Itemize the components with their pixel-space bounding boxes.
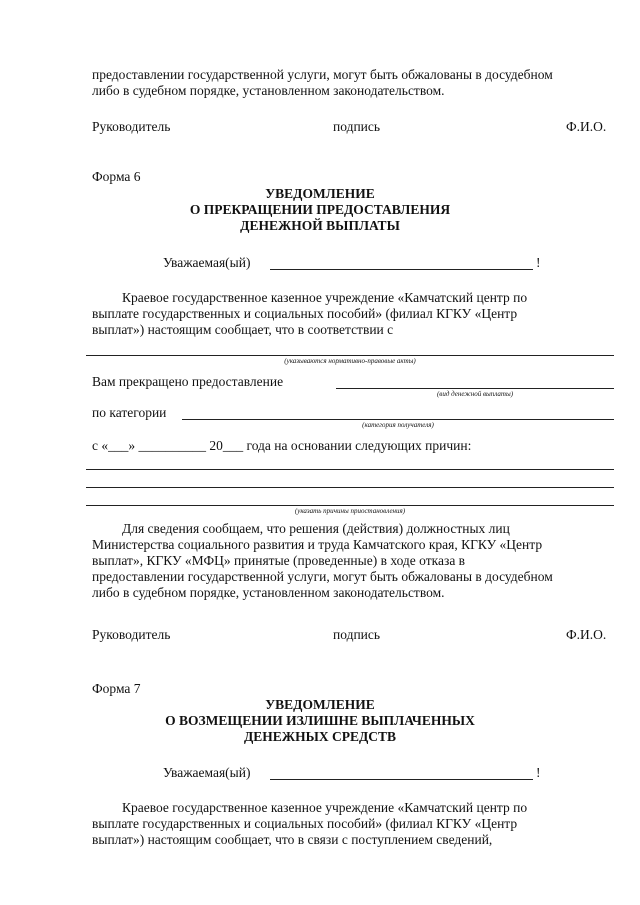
paragraph-line: Краевое государственное казенное учреждение «Камчатский центр по	[122, 290, 528, 305]
paragraph-line: выплате государственных и социальных пособий» (филиал КГКУ «Центр	[92, 816, 518, 831]
form-title-line: О ПРЕКРАЩЕНИИ ПРЕДОСТАВЛЕНИЯ	[189, 202, 451, 217]
form-title-line: УВЕДОМЛЕНИЕ	[265, 186, 375, 201]
date-reasons-line: с «___» __________ 20___ года на основании следующих причин:	[92, 438, 472, 453]
signature-name-label: Ф.И.О.	[566, 119, 607, 134]
paragraph-line: выплат», КГКУ «МФЦ» принятые (проведенные) в ходе отказа в	[92, 553, 466, 568]
paragraph-line: выплате государственных и социальных пособий» (филиал КГКУ «Центр	[92, 306, 518, 321]
hint-payment-type: (вид денежной выплаты)	[436, 390, 514, 398]
stopped-label: Вам прекращено предоставление	[92, 374, 284, 389]
reasons-line	[86, 487, 614, 488]
signature-sign-label: подпись	[333, 119, 381, 134]
greeting-end: !	[536, 255, 541, 270]
form-label: Форма 6	[92, 169, 141, 184]
greeting-label: Уважаемая(ый)	[163, 765, 251, 780]
recipient-name-line	[270, 779, 533, 780]
greeting-end: !	[536, 765, 541, 780]
signature-sign-label: подпись	[333, 627, 381, 642]
reasons-line	[86, 469, 614, 470]
reasons-line	[86, 505, 614, 506]
form-label: Форма 7	[92, 681, 141, 696]
paragraph-line: Для сведения сообщаем, что решения (действия) должностных лиц	[122, 521, 510, 536]
hint-legal-acts: (указываются нормативно-правовые акты)	[284, 357, 416, 365]
paragraph-line: предоставлении государственной услуги, могут быть обжалованы в досудебном	[92, 569, 553, 584]
hint-reasons: (указать причины приостановления)	[294, 507, 406, 515]
signature-head-label: Руководитель	[92, 119, 171, 134]
paragraph-line: выплат») настоящим сообщает, что в связи с поступлением сведений,	[92, 832, 493, 847]
category-line	[182, 419, 614, 420]
form-title-line: ДЕНЕЖНЫХ СРЕДСТВ	[243, 729, 397, 744]
signature-name-label: Ф.И.О.	[566, 627, 607, 642]
paragraph-line: либо в судебном порядке, установленном законодательством.	[92, 83, 445, 98]
signature-head-label: Руководитель	[92, 627, 171, 642]
greeting-label: Уважаемая(ый)	[163, 255, 251, 270]
legal-acts-line	[86, 355, 614, 356]
category-label: по категории	[92, 405, 167, 420]
form-title-line: О ВОЗМЕЩЕНИИ ИЗЛИШНЕ ВЫПЛАЧЕННЫХ	[165, 713, 475, 728]
payment-type-line	[336, 388, 614, 389]
paragraph-line: либо в судебном порядке, установленном законодательством.	[92, 585, 445, 600]
hint-category: (категория получателя)	[362, 421, 434, 429]
form-title-line: УВЕДОМЛЕНИЕ	[265, 697, 375, 712]
paragraph-line: выплат») настоящим сообщает, что в соответствии с	[92, 322, 394, 337]
paragraph-line: предоставлении государственной услуги, могут быть обжалованы в досудебном	[92, 67, 553, 82]
paragraph-line: Краевое государственное казенное учреждение «Камчатский центр по	[122, 800, 528, 815]
paragraph-line: Министерства социального развития и труда Камчатского края, КГКУ «Центр	[92, 537, 543, 552]
recipient-name-line	[270, 269, 533, 270]
form-title-line: ДЕНЕЖНОЙ ВЫПЛАТЫ	[240, 218, 400, 233]
